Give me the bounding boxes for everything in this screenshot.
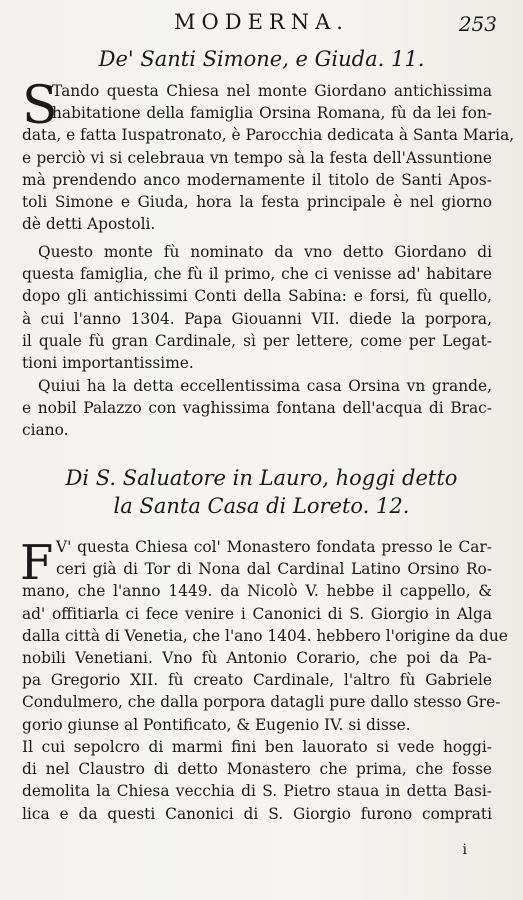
paragraph (22, 76, 515, 235)
catchword: i (462, 842, 467, 858)
text-line: ceri già di Tor di Nona dal Cardinal Latino Orsino Ro- (56, 560, 492, 579)
text-line: demolita la Chiesa vecchia di S. Pietro staua in detta Basi- (22, 782, 492, 801)
text-line: e perciò vi si celebraua vn tempo sà la festa dell'Assuntione (22, 148, 492, 167)
drop-cap: F (20, 535, 54, 591)
text-line: tioni importantissime. (22, 353, 194, 372)
text-line: mà prendendo anco modernamente il titolo de Santi Apos- (22, 170, 492, 189)
text-line: ad' offitiarla ci fece venire i Canonici di S. Giorgio in Alga (22, 604, 492, 623)
text-line: pa Gregorio XII. fù creato Cardinale, l'altro fù Gabriele (22, 671, 492, 690)
text-line: Il cui sepolcro di marmi fini ben lauorato si vede hoggi- (22, 738, 492, 756)
section-heading-simone-giuda: De' Santi Simone, e Giuda. 11. (98, 47, 425, 71)
text-line: à cui l'anno 1304. Papa Giouanni VII. diede la porpora, (22, 309, 492, 328)
text-line: lica e da questi Canonici di S. Giorgio furono comprati (22, 804, 492, 823)
text-line: nobili Venetiani. Vno fù Antonio Corario, che poi da Pa- (22, 648, 492, 667)
text-line: il quale fù gran Cardinale, sì per lettere, come per Legat- (22, 331, 492, 350)
text-line: Quiui ha la detta eccellentissima casa Orsina vn grande, (38, 377, 492, 395)
text-line: di nel Claustro di detto Monastero che prima, che fosse (22, 760, 492, 779)
running-head (0, 10, 523, 36)
running-title: MODERNA. (174, 10, 349, 34)
text-line: dopo gli antichissimi Conti della Sabina: e forsi, fù quello, (22, 287, 492, 306)
text-line: Condulmero, che dalla porpora datagli pure dallo stesso Gre- (22, 693, 501, 712)
text-line: data, e fatta Iuspatronato, è Parocchia dedicata à Santa Maria, (22, 126, 515, 145)
section-heading-salvatore-line1: Di S. Saluatore in Lauro, hoggi detto (65, 466, 458, 490)
text-line: Tando questa Chiesa nel monte Giordano antichissima (52, 82, 492, 100)
paragraph (22, 736, 492, 825)
text-line: V' questa Chiesa col' Monastero fondata presso le Car- (56, 538, 492, 556)
text-line: e nobil Palazzo con vaghissima fontana dell'acqua di Brac- (22, 399, 492, 418)
paragraph (22, 536, 508, 736)
page-number: 253 (458, 12, 497, 36)
text-line: gorio giunse al Pontificato, & Eugenio IV. si disse. (22, 715, 411, 734)
text-line: habitatione della famiglia Orsina Romana, fù da lei fon- (52, 104, 492, 123)
text-line: toli Simone e Giuda, hora la festa principale è nel giorno (22, 192, 492, 211)
text-line: ciano. (22, 421, 69, 440)
text-line: mano, che l'anno 1449. da Nicolò V. hebbe il cappello, & (22, 582, 492, 601)
paragraph (22, 241, 492, 374)
section-heading-salvatore-line2: la Santa Casa di Loreto. 12. (113, 494, 410, 518)
text-line: dalla città di Venetia, che l'ano 1404. hebbero l'origine da due (22, 626, 508, 645)
drop-cap: S (22, 76, 58, 136)
text-line: Questo monte fù nominato da vno detto Giordano di (38, 243, 492, 261)
text-line: dè detti Apostoli. (22, 215, 156, 234)
paragraph (22, 375, 492, 442)
text-line: questa famiglia, che fù il primo, che ci venisse ad' habitare (22, 265, 492, 284)
